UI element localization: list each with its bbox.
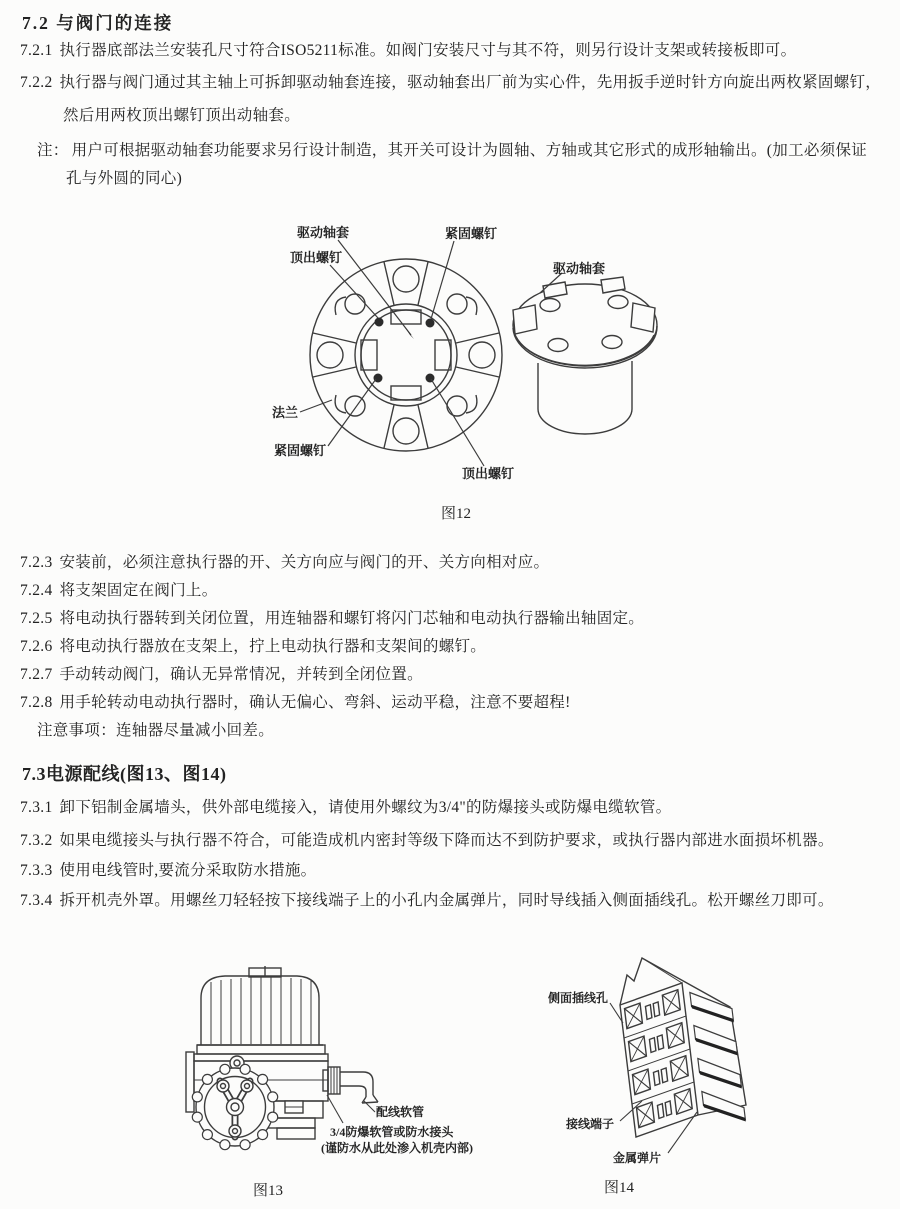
leader-lines: [327, 1095, 375, 1123]
label-water-warning: (谨防水从此处渗入机壳内部): [321, 1141, 473, 1155]
terminal-row: [636, 1089, 692, 1128]
figure-12-drawing: [238, 213, 683, 505]
para-7-3-3: [20, 861, 316, 880]
handwheel: [192, 1064, 277, 1149]
label-fastening-screw-bottom: 紧固螺钉: [274, 443, 327, 458]
label-drive-sleeve: 驱动轴套: [297, 225, 350, 240]
terminal-row: [632, 1056, 688, 1095]
para-text: 执行器与阀门通过其主轴上可拆卸驱动轴套连接，驱动轴套出厂前为实心件，先用扳手逆时针方向旋出两枚紧固螺钉，: [59, 74, 882, 91]
label-terminal: 接线端子: [566, 1117, 615, 1131]
para-text: 用手轮转动电动执行器时，确认无偏心、弯斜、运动平稳，注意不要超程!: [59, 694, 571, 711]
para-text: 手动转动阀门，确认无异常情况，并转到全闭位置。: [59, 666, 423, 683]
spring-clip: [693, 1021, 738, 1061]
para-7-2-5: [20, 609, 644, 628]
hook-slot: [345, 294, 365, 314]
para-text: 将支架固定在阀门上。: [59, 582, 218, 599]
para-text: 卸下铝制金属墙头，供外部电缆接入，请使用外螺纹为3/4"的防爆接头或防爆电缆软管。: [59, 799, 672, 816]
label-ejector-screw-bottom: 顶出螺钉: [462, 466, 515, 481]
para-number: 7.2.4: [20, 582, 53, 599]
bolt-hole: [393, 418, 419, 444]
para-7-2-1: [20, 41, 796, 60]
para-7-2-6: [20, 637, 486, 656]
figure-14-drawing: [530, 955, 785, 1180]
para-number: 7.3.2: [20, 832, 53, 849]
para-number: 7.2.3: [20, 554, 53, 571]
spring-clip: [697, 1054, 742, 1094]
keyway: [391, 310, 421, 324]
label-drive-sleeve-right: 驱动轴套: [553, 261, 606, 276]
para-number: 7.3.3: [20, 862, 53, 879]
keyway: [391, 386, 421, 400]
para-text: 然后用两枚顶出螺钉顶出动轴套。: [63, 107, 301, 124]
para-number: 7.3.4: [20, 892, 53, 909]
para-7-2-3: [20, 553, 549, 572]
terminal-row: [624, 990, 680, 1029]
note-line1: [37, 141, 867, 160]
figure-12-caption: 图12: [441, 506, 472, 522]
para-number: 7.2.5: [20, 610, 53, 627]
para-text: 将电动执行器转到关闭位置，用连轴器和螺钉将闪门芯轴和电动执行器输出轴固定。: [59, 610, 645, 627]
note-line2: [66, 169, 182, 188]
para-number: 7.2.2: [20, 74, 53, 91]
para-7-3-2: [20, 831, 834, 850]
para-7-2-2-line1: [20, 73, 881, 92]
figure-13-drawing: [185, 960, 505, 1175]
hook-slot: [447, 396, 467, 416]
label-ejector-screw-top: 顶出螺钉: [290, 250, 343, 265]
para-text: 将电动执行器放在支架上，拧上电动执行器和支架间的螺钉。: [59, 638, 487, 655]
notice-text: 连轴器尽量减小回差。: [116, 722, 275, 739]
para-number: 7.2.8: [20, 694, 53, 711]
conduit-fitting-and-hose: [323, 1067, 378, 1103]
terminal-row: [628, 1023, 684, 1062]
para-text: 如果电缆接头与执行器不符合，可能造成机内密封等级下降而达不到防护要求，或执行器内部进水面损坏机器。: [59, 832, 834, 849]
para-7-2-8: [20, 693, 571, 712]
hook-slot: [447, 294, 467, 314]
label-flange: 法兰: [272, 405, 299, 420]
spring-clip: [701, 1087, 746, 1127]
label-explosionproof-hose: 3/4防爆软管或防水接头: [330, 1125, 454, 1139]
note-text: 孔与外圆的同心): [66, 170, 183, 187]
para-number: 7.2.6: [20, 638, 53, 655]
figure-14-caption: 图14: [604, 1180, 635, 1196]
para-7-2-4: [20, 581, 218, 600]
terminal-block: [620, 958, 746, 1137]
drive-sleeve-3d-view: [513, 277, 657, 434]
flange-coupling-front-view: [310, 259, 502, 451]
screw-dots: [374, 318, 435, 383]
keyway: [361, 340, 377, 370]
section-7-3-heading: 7.3电源配线(图13、图14): [22, 764, 227, 784]
para-number: 7.2.1: [20, 42, 53, 59]
bolt-hole: [393, 266, 419, 292]
para-text: 拆开机壳外罩。用螺丝刀轻轻按下接线端子上的小孔内金属弹片，同时导线插入侧面插线孔。松开螺丝刀即可。: [59, 892, 834, 909]
label-wiring-hose: 配线软管: [376, 1105, 425, 1119]
label-metal-spring: 金属弹片: [613, 1151, 662, 1165]
leader-lines: [300, 240, 562, 466]
spring-clip: [689, 988, 734, 1028]
para-text: 使用电线管时,要流分采取防水措施。: [59, 862, 317, 879]
para-7-3-4: [20, 891, 834, 910]
bolt-hole: [469, 342, 495, 368]
label-side-wire-hole: 侧面插线孔: [548, 991, 609, 1005]
bolt-hole: [317, 342, 343, 368]
note-label: 注：: [37, 142, 69, 159]
para-7-2-7: [20, 665, 423, 684]
keyway: [435, 340, 451, 370]
section-7-2-heading: 7.2 与阀门的连接: [22, 13, 174, 33]
label-fastening-screw-top: 紧固螺钉: [445, 226, 498, 241]
notice-label: 注意事项：: [37, 722, 117, 739]
para-text: 执行器底部法兰安装孔尺寸符合ISO5211标准。如阀门安装尺寸与其不符，则另行设计支架或转接板即可。: [59, 42, 797, 59]
para-number: 7.3.1: [20, 799, 53, 816]
notice-line: [37, 721, 274, 740]
para-7-3-1: [20, 798, 671, 817]
para-number: 7.2.7: [20, 666, 53, 683]
figure-13-caption: 图13: [253, 1183, 284, 1199]
note-text: 用户可根据驱动轴套功能要求另行设计制造，其开关可设计为圆轴、方轴或其它形式的成形轴输出。(加工必须保证: [71, 142, 868, 159]
para-text: 安装前，必须注意执行器的开、关方向应与阀门的开、关方向相对应。: [59, 554, 550, 571]
para-7-2-2-line2: [63, 106, 300, 125]
